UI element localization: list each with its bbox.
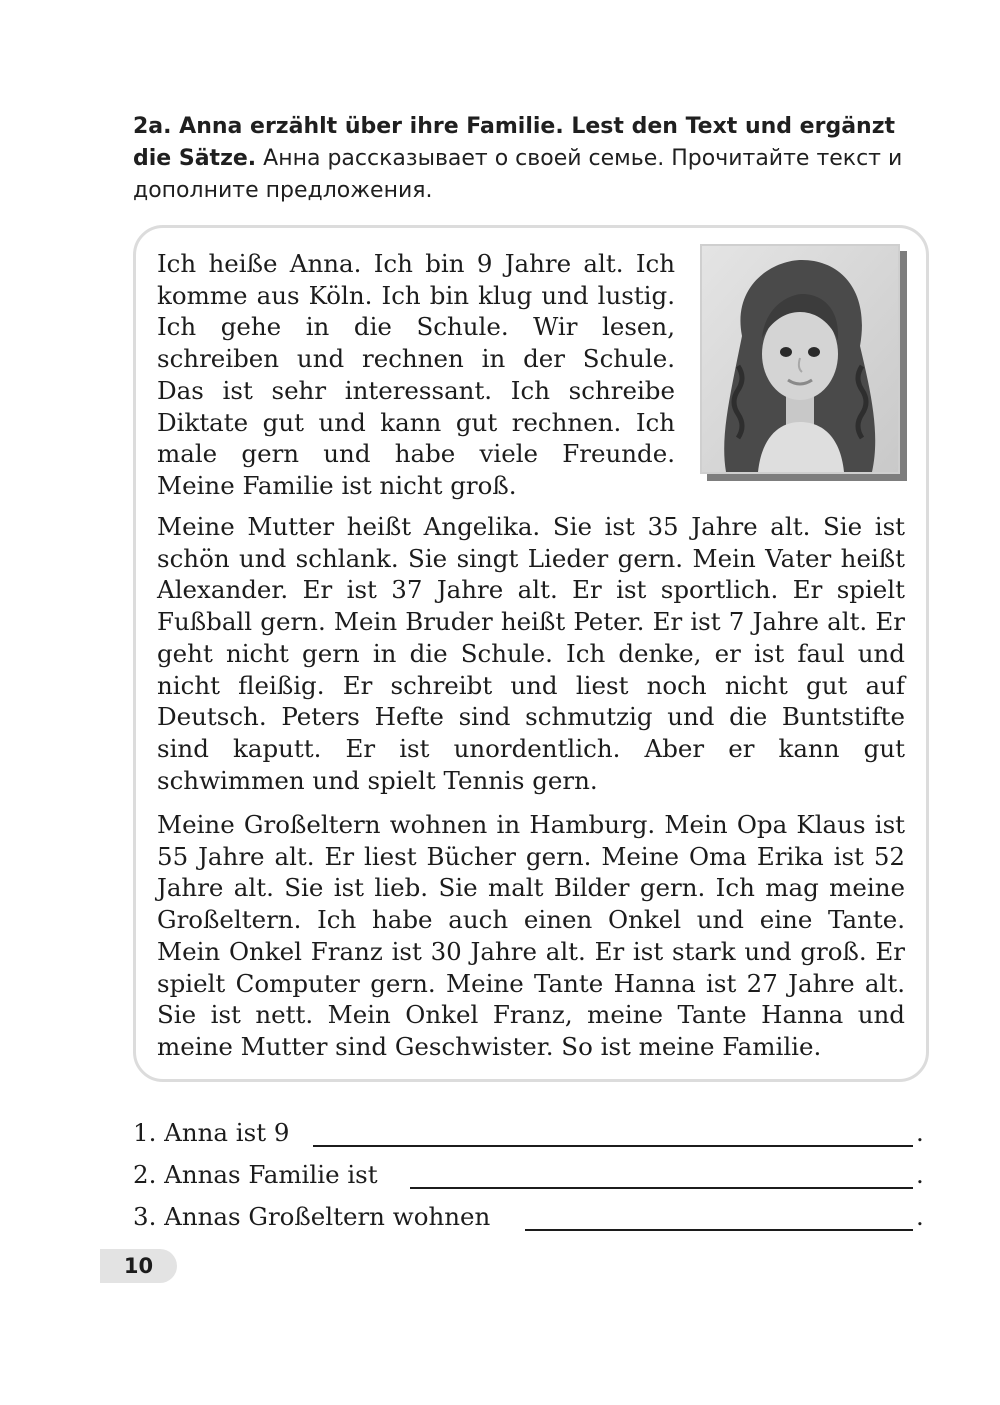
exercise-sentence-1 [133, 1118, 933, 1152]
exercise-3-period: . [916, 1202, 924, 1231]
task-title-german: 2a. Anna erzählt über ihre Familie. Lest den Text und ergänzt die Sätze. [133, 114, 896, 171]
anna-photo [700, 244, 900, 474]
exercise-1-period: . [916, 1118, 924, 1147]
text-paragraph-3: Meine Großeltern wohnen in Hamburg. Mein Opa Klaus ist 55 Jahre alt. Er liest Bücher gern. Meine Oma Erika ist 52 Jahre alt. Sie ist lieb. Sie malt Bilder gern. Ich mag meine Großeltern. Ich habe auch einen Onkel und eine Tante. Mein Onkel Franz ist 30 Jahre alt. Er ist stark und groß. Er spielt Computer gern. Meine Tante Hanna ist 27 Jahre alt. Sie ist nett. Mein Onkel Franz, meine Tante Hanna und meine Mutter sind Geschwister. So ist meine Familie. [157, 810, 905, 1061]
exercise-sentence-3 [133, 1202, 933, 1236]
exercise-1-text: 1. Anna ist 9 [133, 1118, 290, 1147]
exercise-2-period: . [916, 1160, 924, 1189]
task-title-russian: Анна рассказывает о своей семье. Прочитайте текст и дополните предложения. [133, 146, 903, 203]
exercise-sentence-2 [133, 1160, 933, 1194]
task-header [133, 111, 933, 207]
text-paragraph-2: Meine Mutter heißt Angelika. Sie ist 35 Jahre alt. Sie ist schön und schlank. Sie singt Lieder gern. Mein Vater heißt Alexander. Er ist 37 Jahre alt. Er ist sportlich. Er spielt Fußball gern. Mein Bruder heißt Peter. Er ist 7 Jahre alt. Er geht nicht gern in die Schule. Ich denke, er ist faul und nicht fleißig. Er schreibt und liest noch nicht gut auf Deutsch. Peters Hefte sind schmutzig und die Buntstifte sind kaputt. Er ist unordentlich. Aber er kann gut schwimmen und spielt Tennis gern. [157, 512, 905, 795]
page-number: 10 [100, 1249, 177, 1283]
exercise-1-blank[interactable] [313, 1145, 913, 1147]
girl-portrait-image [702, 246, 898, 472]
exercise-3-blank[interactable] [525, 1229, 913, 1231]
exercise-3-text: 3. Annas Großeltern wohnen [133, 1202, 491, 1231]
exercise-2-blank[interactable] [410, 1187, 913, 1189]
text-paragraph-1: Ich heiße Anna. Ich bin 9 Jahre alt. Ich komme aus Köln. Ich bin klug und lustig. Ich gehe in die Schule. Wir lesen, schreiben und rechnen in der Schule. Das ist sehr interessant. Ich schreibe Diktate gut und kann gut rechnen. Ich male gern und habe viele Freunde. Meine Familie ist nicht groß. [157, 249, 675, 500]
exercise-2-text: 2. Annas Familie ist [133, 1160, 378, 1189]
